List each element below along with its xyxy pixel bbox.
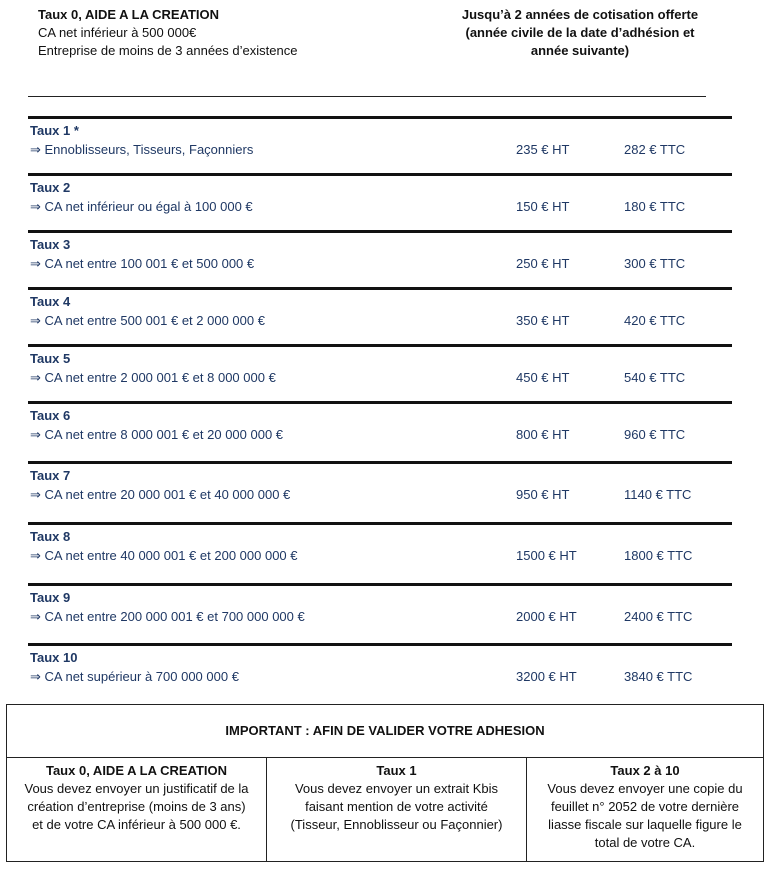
rate-row-10 (28, 643, 732, 705)
rate-description: ⇒ CA net entre 20 000 001 € et 40 000 000 € (30, 487, 291, 502)
rate-label: Taux 6 (30, 408, 71, 423)
rate-price-ttc: 180 € TTC (624, 199, 686, 214)
rate-label: Taux 2 (30, 180, 71, 195)
rate-label: Taux 5 (30, 351, 71, 366)
header-separator (28, 96, 706, 97)
rate-price-ttc: 2400 € TTC (624, 609, 693, 624)
taux0-line-1: CA net inférieur à 500 000€ (38, 25, 197, 40)
important-col-taux1 (266, 758, 526, 862)
important-col-title: Taux 1 (376, 763, 417, 778)
important-col-line: création d’entreprise (moins de 3 ans) (27, 799, 246, 814)
rate-price-ht: 250 € HT (516, 256, 570, 271)
rate-label: Taux 10 (30, 650, 78, 665)
rate-label: Taux 3 (30, 237, 71, 252)
rate-price-ht: 1500 € HT (516, 548, 577, 563)
rate-price-ttc: 420 € TTC (624, 313, 686, 328)
rate-description: ⇒ CA net entre 200 000 001 € et 700 000 000 € (30, 609, 305, 624)
rate-table (28, 116, 732, 705)
rate-description: ⇒ CA net entre 8 000 001 € et 20 000 000 € (30, 427, 284, 442)
rate-price-ttc: 300 € TTC (624, 256, 686, 271)
offer-line-2: (année civile de la date d’adhésion et (465, 25, 695, 40)
rate-description: ⇒ CA net entre 100 001 € et 500 000 € (30, 256, 255, 271)
important-columns (7, 758, 763, 862)
important-col-line: Vous devez envoyer une copie du (547, 781, 743, 796)
important-box (6, 704, 764, 862)
important-title: IMPORTANT : AFIN DE VALIDER VOTRE ADHESION (7, 705, 763, 758)
important-col-title: Taux 2 à 10 (610, 763, 680, 778)
rate-row-7 (28, 461, 732, 522)
important-col-taux0 (7, 758, 266, 862)
rate-price-ht: 235 € HT (516, 142, 570, 157)
important-col-line: total de votre CA. (594, 835, 696, 850)
rate-label: Taux 9 (30, 590, 71, 605)
rate-price-ht: 3200 € HT (516, 669, 577, 684)
rate-row-5 (28, 344, 732, 401)
rate-row-2 (28, 173, 732, 230)
rate-price-ttc: 282 € TTC (624, 142, 686, 157)
rate-row-3 (28, 230, 732, 287)
rate-price-ttc: 3840 € TTC (624, 669, 693, 684)
rate-price-ht: 150 € HT (516, 199, 570, 214)
important-col-line: et de votre CA inférieur à 500 000 €. (32, 817, 241, 832)
important-col-line: Vous devez envoyer un extrait Kbis (294, 781, 499, 796)
rate-row-6 (28, 401, 732, 461)
rate-description: ⇒ Ennoblisseurs, Tisseurs, Façonniers (30, 142, 254, 157)
important-col-line: liasse fiscale sur laquelle figure le (548, 817, 742, 832)
important-col-title: Taux 0, AIDE A LA CREATION (45, 763, 228, 778)
important-col-line: (Tisseur, Ennoblisseur ou Façonnier) (290, 817, 503, 832)
rate-description: ⇒ CA net entre 500 001 € et 2 000 000 € (30, 313, 265, 328)
rate-label: Taux 7 (30, 468, 71, 483)
taux0-title: Taux 0, AIDE A LA CREATION (38, 7, 220, 22)
rate-description: ⇒ CA net inférieur ou égal à 100 000 € (30, 199, 253, 214)
important-col-line: Vous devez envoyer un justificatif de la (24, 781, 249, 796)
offer-line-1: Jusqu’à 2 années de cotisation offerte (461, 7, 699, 22)
rate-row-9 (28, 583, 732, 643)
rate-description: ⇒ CA net entre 40 000 001 € et 200 000 000 € (30, 548, 298, 563)
important-col-line: feuillet n° 2052 de votre dernière (550, 799, 740, 814)
rate-price-ht: 800 € HT (516, 427, 570, 442)
rate-price-ht: 950 € HT (516, 487, 570, 502)
taux0-info (38, 6, 297, 60)
rate-description: ⇒ CA net entre 2 000 001 € et 8 000 000 € (30, 370, 276, 385)
rate-price-ht: 350 € HT (516, 313, 570, 328)
offer-line-3: année suivante) (530, 43, 630, 58)
rate-price-ttc: 960 € TTC (624, 427, 686, 442)
rate-description: ⇒ CA net supérieur à 700 000 000 € (30, 669, 239, 684)
important-col-taux2-10 (526, 758, 763, 862)
cotisation-offer (440, 6, 720, 60)
rate-price-ht: 450 € HT (516, 370, 570, 385)
rate-price-ht: 2000 € HT (516, 609, 577, 624)
rate-row-8 (28, 522, 732, 583)
rate-label: Taux 4 (30, 294, 71, 309)
rate-label: Taux 1 * (30, 123, 79, 138)
taux0-line-2: Entreprise de moins de 3 années d’existence (38, 43, 298, 58)
important-col-line: faisant mention de votre activité (305, 799, 488, 814)
rate-label: Taux 8 (30, 529, 71, 544)
rate-price-ttc: 1800 € TTC (624, 548, 693, 563)
rate-row-4 (28, 287, 732, 344)
rate-price-ttc: 540 € TTC (624, 370, 686, 385)
rate-row-1 (28, 116, 732, 173)
rate-price-ttc: 1140 € TTC (624, 487, 692, 502)
